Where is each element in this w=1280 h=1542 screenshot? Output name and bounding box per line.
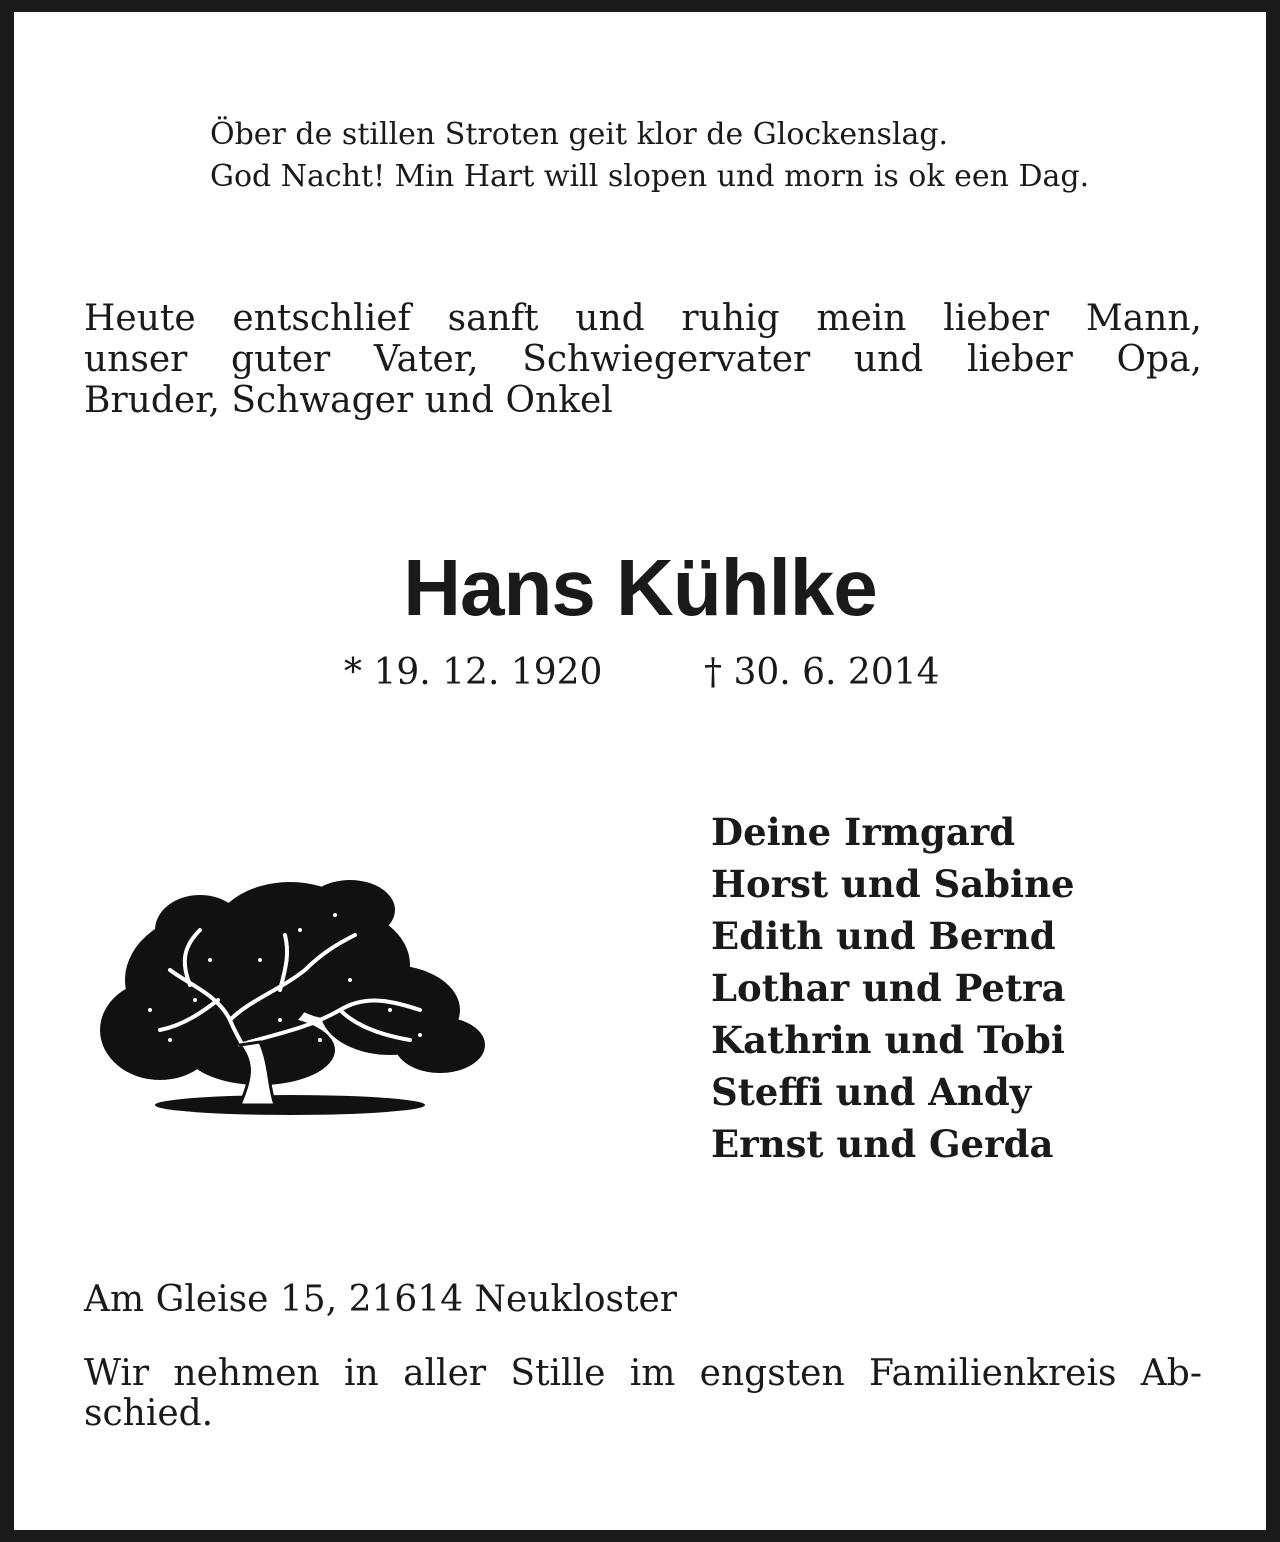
deceased-name: Hans Kühlke xyxy=(403,543,877,632)
mourner-name: Deine Irmgard xyxy=(711,810,1016,854)
poem-line: Öber de stillen Stroten geit klor de Glockenslag. xyxy=(210,117,949,152)
intro-line: Bruder, Schwager und Onkel xyxy=(84,380,613,421)
birth-date: * 19. 12. 1920 xyxy=(344,652,603,693)
intro-line: Heute entschlief sanft und ruhig mein lieber Mann, xyxy=(84,298,1202,339)
intro-line: unser guter Vater, Schwiegervater und lieber Opa, xyxy=(84,339,1202,380)
mourner-name: Steffi und Andy xyxy=(711,1070,1032,1114)
mourner-name: Edith und Bernd xyxy=(711,914,1056,958)
closing-line: schied. xyxy=(84,1393,214,1434)
mourner-name: Horst und Sabine xyxy=(711,862,1075,906)
closing-text xyxy=(84,1354,1202,1434)
death-date: † 30. 6. 2014 xyxy=(704,652,940,693)
address: Am Gleise 15, 21614 Neukloster xyxy=(84,1279,677,1320)
poem-line: God Nacht! Min Hart will slopen und morn is ok een Dag. xyxy=(210,159,1090,194)
mourner-name: Ernst und Gerda xyxy=(711,1122,1054,1166)
mourner-name: Lothar und Petra xyxy=(711,966,1066,1010)
poem xyxy=(210,114,1089,198)
mourner-name: Kathrin und Tobi xyxy=(711,1018,1065,1062)
closing-line: Wir nehmen in aller Stille im engsten Familienkreis Ab- xyxy=(84,1353,1202,1394)
intro-text xyxy=(84,298,1202,421)
tree-icon xyxy=(90,860,490,1120)
mourners-list xyxy=(711,806,1075,1170)
